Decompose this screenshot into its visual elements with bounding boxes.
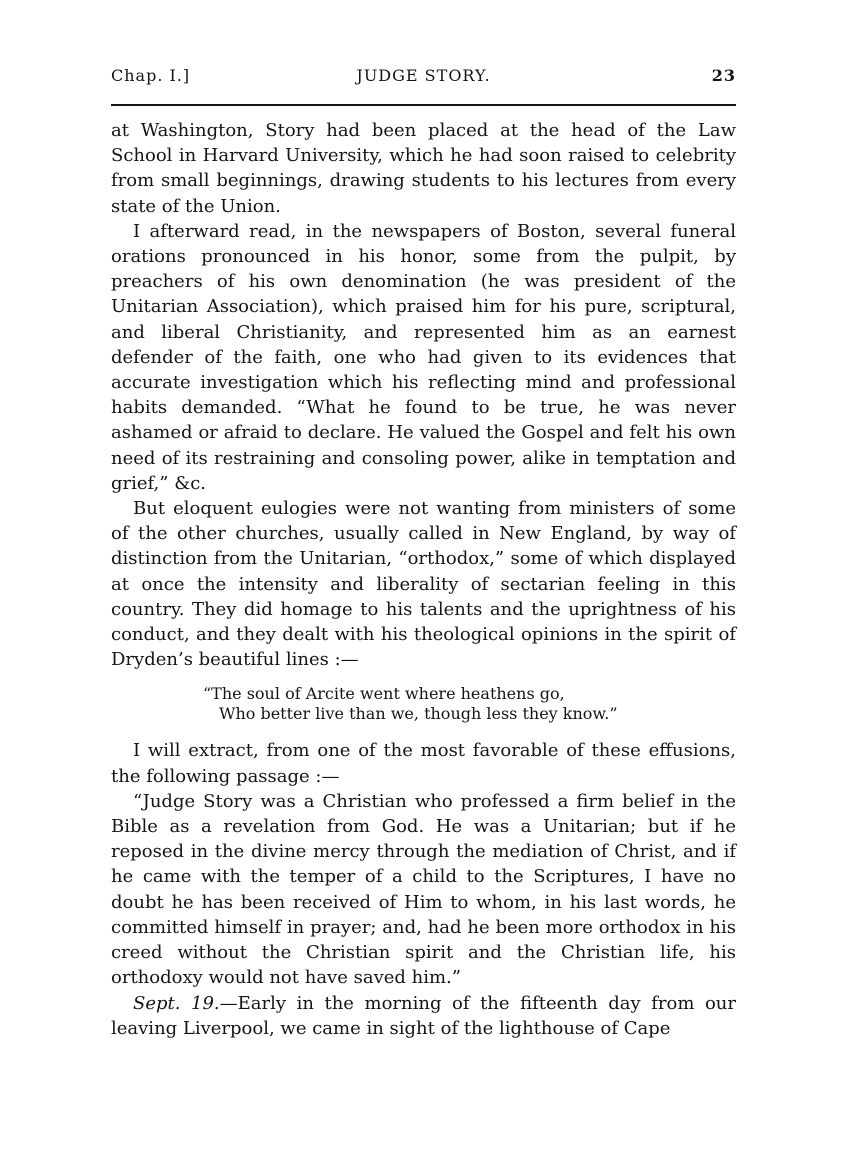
chapter-label: Chap. I.] [111, 66, 191, 85]
paragraph-2: I afterward read, in the newspapers of Boston, several funeral orations pronounced in his honor, some from the pulpit, by preachers of his own denomination (he was president of the Unitarian Association), which praised him for his pure, scriptural, and liberal Christianity, and represented him as an earnest defender of the faith, one who had given to its evidences that accurate investigation which his reflecting mind and professional habits demanded. “What he found to be true, he was never ashamed or afraid to declare. He valued the Gospel and felt his own need of its restraining and consoling power, alike in temptation and grief,” &c. [111, 220, 736, 494]
header-rule [111, 104, 736, 106]
paragraph-6 [111, 991, 736, 1041]
date-label: Sept. 19. [133, 992, 220, 1014]
verse-line-2: Who better live than we, though less they know.” [219, 704, 618, 724]
running-header [111, 66, 736, 96]
page-body [111, 118, 736, 1041]
paragraph-3: But eloquent eulogies were not wanting from ministers of some of the other churches, usually called in New England, by way of distinction from the Unitarian, “orthodox,” some of which displayed at once the intensity and liberality of sectarian feeling in this country. They did homage to his talents and the uprightness of his conduct, and they dealt with his theological opinions in the spirit of Dryden’s beautiful lines :— [111, 498, 736, 671]
paragraph-1: at Washington, Story had been placed at the head of the Law School in Harvard University, which he had soon raised to celebrity from small beginnings, drawing students to his lectures from every state of the Union. [111, 120, 736, 217]
page-number: 23 [711, 66, 736, 85]
paragraph-5: “Judge Story was a Christian who professed a firm belief in the Bible as a revelation from God. He was a Unitarian; but if he reposed in the divine mercy through the mediation of Christ, and if he came with the temper of a child to the Scriptures, I have no doubt he has been received of Him to whom, in his last words, he committed himself in prayer; and, had he been more orthodox in his creed without the Christian spirit and the Christian life, his orthodoxy would not have saved him.” [111, 790, 736, 989]
paragraph-4: I will extract, from one of the most favorable of these effusions, the following passage :— [111, 740, 736, 787]
running-title: JUDGE STORY. [356, 66, 491, 85]
verse-quote [203, 684, 736, 724]
verse-line-1: “The soul of Arcite went where heathens go, [203, 684, 565, 704]
final-text: —Early in the morning of the fifteenth day from our leaving Liverpool, we came in sight of the lighthouse of Cape [111, 992, 736, 1039]
